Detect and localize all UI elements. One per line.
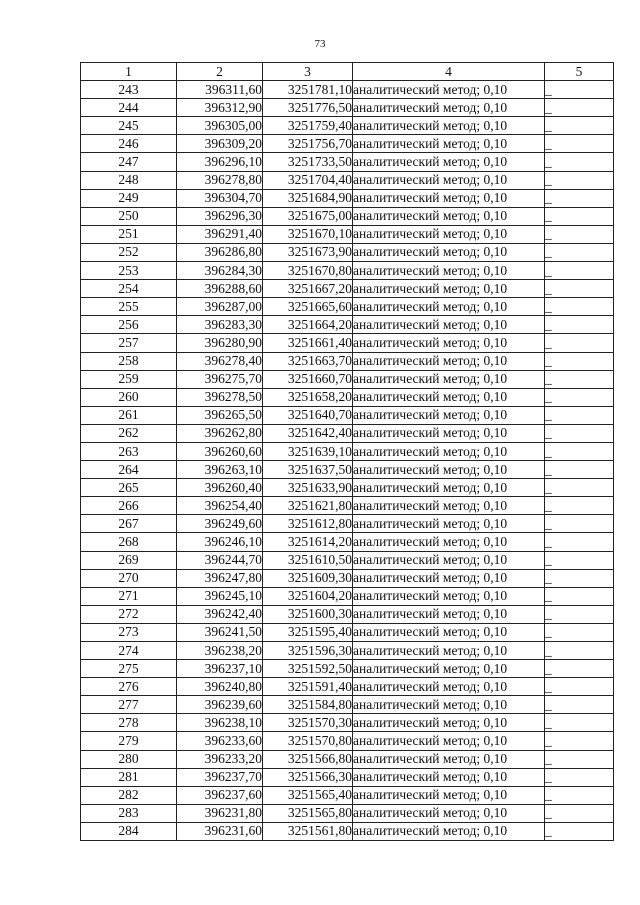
point-number-cell: 254 [81, 280, 177, 298]
description-cell: _ [545, 243, 614, 261]
point-number-cell: 246 [81, 135, 177, 153]
point-number-cell: 277 [81, 696, 177, 714]
y-coordinate-cell: 3251596,30 [263, 642, 353, 660]
y-coordinate-cell: 3251633,90 [263, 479, 353, 497]
method-cell: аналитический метод; 0,10 [353, 225, 545, 243]
table-header [81, 63, 614, 81]
method-cell: аналитический метод; 0,10 [353, 298, 545, 316]
point-number-cell: 259 [81, 370, 177, 388]
y-coordinate-cell: 3251592,50 [263, 660, 353, 678]
y-coordinate-cell: 3251600,30 [263, 605, 353, 623]
point-number-cell: 265 [81, 479, 177, 497]
description-cell: _ [545, 442, 614, 460]
point-number-cell: 258 [81, 352, 177, 370]
x-coordinate-cell: 396309,20 [177, 135, 263, 153]
method-cell: аналитический метод; 0,10 [353, 280, 545, 298]
point-number-cell: 261 [81, 406, 177, 424]
point-number-cell: 273 [81, 623, 177, 641]
description-cell: _ [545, 316, 614, 334]
x-coordinate-cell: 396263,10 [177, 461, 263, 479]
table-row [81, 406, 614, 424]
y-coordinate-cell: 3251642,40 [263, 424, 353, 442]
point-number-cell: 269 [81, 551, 177, 569]
point-number-cell: 252 [81, 243, 177, 261]
x-coordinate-cell: 396278,50 [177, 388, 263, 406]
y-coordinate-cell: 3251595,40 [263, 623, 353, 641]
description-cell: _ [545, 388, 614, 406]
point-number-cell: 247 [81, 153, 177, 171]
x-coordinate-cell: 396237,70 [177, 768, 263, 786]
description-cell: _ [545, 334, 614, 352]
point-number-cell: 243 [81, 81, 177, 99]
table-row [81, 352, 614, 370]
y-coordinate-cell: 3251733,50 [263, 153, 353, 171]
x-coordinate-cell: 396237,10 [177, 660, 263, 678]
method-cell: аналитический метод; 0,10 [353, 732, 545, 750]
table-row [81, 786, 614, 804]
x-coordinate-cell: 396304,70 [177, 189, 263, 207]
table-row [81, 732, 614, 750]
x-coordinate-cell: 396311,60 [177, 81, 263, 99]
table-row [81, 551, 614, 569]
method-cell: аналитический метод; 0,10 [353, 768, 545, 786]
method-cell: аналитический метод; 0,10 [353, 171, 545, 189]
description-cell: _ [545, 714, 614, 732]
method-cell: аналитический метод; 0,10 [353, 316, 545, 334]
y-coordinate-cell: 3251561,80 [263, 822, 353, 840]
point-number-cell: 257 [81, 334, 177, 352]
table-row [81, 424, 614, 442]
description-cell: _ [545, 207, 614, 225]
point-number-cell: 281 [81, 768, 177, 786]
description-cell: _ [545, 587, 614, 605]
table-row [81, 750, 614, 768]
y-coordinate-cell: 3251566,30 [263, 768, 353, 786]
point-number-cell: 268 [81, 533, 177, 551]
description-cell: _ [545, 642, 614, 660]
table-row [81, 696, 614, 714]
method-cell: аналитический метод; 0,10 [353, 189, 545, 207]
x-coordinate-cell: 396291,40 [177, 225, 263, 243]
y-coordinate-cell: 3251667,20 [263, 280, 353, 298]
x-coordinate-cell: 396260,40 [177, 479, 263, 497]
column-header-y: 3 [263, 63, 353, 81]
coordinates-table [80, 62, 614, 841]
description-cell: _ [545, 370, 614, 388]
y-coordinate-cell: 3251570,80 [263, 732, 353, 750]
y-coordinate-cell: 3251704,40 [263, 171, 353, 189]
x-coordinate-cell: 396287,00 [177, 298, 263, 316]
description-cell: _ [545, 822, 614, 840]
x-coordinate-cell: 396278,40 [177, 352, 263, 370]
y-coordinate-cell: 3251610,50 [263, 551, 353, 569]
table-row [81, 804, 614, 822]
column-header-method: 4 [353, 63, 545, 81]
table-row [81, 316, 614, 334]
method-cell: аналитический метод; 0,10 [353, 515, 545, 533]
y-coordinate-cell: 3251621,80 [263, 497, 353, 515]
point-number-cell: 271 [81, 587, 177, 605]
table-row [81, 768, 614, 786]
y-coordinate-cell: 3251639,10 [263, 442, 353, 460]
description-cell: _ [545, 99, 614, 117]
point-number-cell: 248 [81, 171, 177, 189]
method-cell: аналитический метод; 0,10 [353, 243, 545, 261]
x-coordinate-cell: 396238,20 [177, 642, 263, 660]
x-coordinate-cell: 396312,90 [177, 99, 263, 117]
table-row [81, 225, 614, 243]
x-coordinate-cell: 396231,60 [177, 822, 263, 840]
method-cell: аналитический метод; 0,10 [353, 81, 545, 99]
x-coordinate-cell: 396247,80 [177, 569, 263, 587]
x-coordinate-cell: 396244,70 [177, 551, 263, 569]
point-number-cell: 272 [81, 605, 177, 623]
point-number-cell: 278 [81, 714, 177, 732]
table-row [81, 569, 614, 587]
method-cell: аналитический метод; 0,10 [353, 587, 545, 605]
description-cell: _ [545, 298, 614, 316]
x-coordinate-cell: 396233,20 [177, 750, 263, 768]
description-cell: _ [545, 533, 614, 551]
x-coordinate-cell: 396288,60 [177, 280, 263, 298]
x-coordinate-cell: 396237,60 [177, 786, 263, 804]
method-cell: аналитический метод; 0,10 [353, 424, 545, 442]
y-coordinate-cell: 3251565,80 [263, 804, 353, 822]
point-number-cell: 244 [81, 99, 177, 117]
x-coordinate-cell: 396238,10 [177, 714, 263, 732]
y-coordinate-cell: 3251660,70 [263, 370, 353, 388]
x-coordinate-cell: 396286,80 [177, 243, 263, 261]
description-cell: _ [545, 605, 614, 623]
column-header-x: 2 [177, 63, 263, 81]
description-cell: _ [545, 768, 614, 786]
description-cell: _ [545, 732, 614, 750]
method-cell: аналитический метод; 0,10 [353, 533, 545, 551]
y-coordinate-cell: 3251591,40 [263, 678, 353, 696]
table-row [81, 370, 614, 388]
point-number-cell: 274 [81, 642, 177, 660]
y-coordinate-cell: 3251781,10 [263, 81, 353, 99]
method-cell: аналитический метод; 0,10 [353, 388, 545, 406]
method-cell: аналитический метод; 0,10 [353, 479, 545, 497]
x-coordinate-cell: 396254,40 [177, 497, 263, 515]
point-number-cell: 284 [81, 822, 177, 840]
x-coordinate-cell: 396278,80 [177, 171, 263, 189]
y-coordinate-cell: 3251637,50 [263, 461, 353, 479]
description-cell: _ [545, 660, 614, 678]
method-cell: аналитический метод; 0,10 [353, 406, 545, 424]
y-coordinate-cell: 3251670,10 [263, 225, 353, 243]
description-cell: _ [545, 750, 614, 768]
point-number-cell: 280 [81, 750, 177, 768]
method-cell: аналитический метод; 0,10 [353, 442, 545, 460]
table-row [81, 515, 614, 533]
table-row [81, 81, 614, 99]
table-row [81, 99, 614, 117]
y-coordinate-cell: 3251670,80 [263, 262, 353, 280]
method-cell: аналитический метод; 0,10 [353, 660, 545, 678]
x-coordinate-cell: 396275,70 [177, 370, 263, 388]
description-cell: _ [545, 804, 614, 822]
table-row [81, 280, 614, 298]
method-cell: аналитический метод; 0,10 [353, 678, 545, 696]
y-coordinate-cell: 3251584,80 [263, 696, 353, 714]
x-coordinate-cell: 396241,50 [177, 623, 263, 641]
y-coordinate-cell: 3251565,40 [263, 786, 353, 804]
y-coordinate-cell: 3251684,90 [263, 189, 353, 207]
method-cell: аналитический метод; 0,10 [353, 822, 545, 840]
x-coordinate-cell: 396296,30 [177, 207, 263, 225]
x-coordinate-cell: 396265,50 [177, 406, 263, 424]
x-coordinate-cell: 396283,30 [177, 316, 263, 334]
description-cell: _ [545, 153, 614, 171]
method-cell: аналитический метод; 0,10 [353, 714, 545, 732]
method-cell: аналитический метод; 0,10 [353, 352, 545, 370]
point-number-cell: 266 [81, 497, 177, 515]
point-number-cell: 279 [81, 732, 177, 750]
x-coordinate-cell: 396305,00 [177, 117, 263, 135]
point-number-cell: 256 [81, 316, 177, 334]
table-row [81, 171, 614, 189]
table-row [81, 243, 614, 261]
table-row [81, 117, 614, 135]
description-cell: _ [545, 497, 614, 515]
point-number-cell: 249 [81, 189, 177, 207]
point-number-cell: 255 [81, 298, 177, 316]
y-coordinate-cell: 3251663,70 [263, 352, 353, 370]
method-cell: аналитический метод; 0,10 [353, 117, 545, 135]
table-row [81, 642, 614, 660]
point-number-cell: 264 [81, 461, 177, 479]
description-cell: _ [545, 406, 614, 424]
point-number-cell: 276 [81, 678, 177, 696]
point-number-cell: 283 [81, 804, 177, 822]
point-number-cell: 282 [81, 786, 177, 804]
point-number-cell: 263 [81, 442, 177, 460]
header-row [81, 63, 614, 81]
table-row [81, 135, 614, 153]
description-cell: _ [545, 81, 614, 99]
page-number: 73 [314, 38, 326, 50]
table-row [81, 533, 614, 551]
x-coordinate-cell: 396284,30 [177, 262, 263, 280]
point-number-cell: 245 [81, 117, 177, 135]
method-cell: аналитический метод; 0,10 [353, 99, 545, 117]
description-cell: _ [545, 135, 614, 153]
y-coordinate-cell: 3251604,20 [263, 587, 353, 605]
y-coordinate-cell: 3251664,20 [263, 316, 353, 334]
table-row [81, 479, 614, 497]
table-row [81, 153, 614, 171]
description-cell: _ [545, 424, 614, 442]
table-row [81, 623, 614, 641]
table-row [81, 678, 614, 696]
description-cell: _ [545, 117, 614, 135]
description-cell: _ [545, 262, 614, 280]
y-coordinate-cell: 3251661,40 [263, 334, 353, 352]
x-coordinate-cell: 396245,10 [177, 587, 263, 605]
point-number-cell: 262 [81, 424, 177, 442]
y-coordinate-cell: 3251612,80 [263, 515, 353, 533]
description-cell: _ [545, 515, 614, 533]
description-cell: _ [545, 171, 614, 189]
table-row [81, 605, 614, 623]
description-cell: _ [545, 461, 614, 479]
y-coordinate-cell: 3251570,30 [263, 714, 353, 732]
point-number-cell: 270 [81, 569, 177, 587]
table-row [81, 822, 614, 840]
method-cell: аналитический метод; 0,10 [353, 135, 545, 153]
x-coordinate-cell: 396233,60 [177, 732, 263, 750]
x-coordinate-cell: 396239,60 [177, 696, 263, 714]
description-cell: _ [545, 352, 614, 370]
y-coordinate-cell: 3251566,80 [263, 750, 353, 768]
table-row [81, 262, 614, 280]
point-number-cell: 250 [81, 207, 177, 225]
description-cell: _ [545, 623, 614, 641]
table-row [81, 497, 614, 515]
description-cell: _ [545, 280, 614, 298]
y-coordinate-cell: 3251658,20 [263, 388, 353, 406]
method-cell: аналитический метод; 0,10 [353, 370, 545, 388]
method-cell: аналитический метод; 0,10 [353, 786, 545, 804]
method-cell: аналитический метод; 0,10 [353, 750, 545, 768]
method-cell: аналитический метод; 0,10 [353, 623, 545, 641]
point-number-cell: 253 [81, 262, 177, 280]
table-row [81, 587, 614, 605]
x-coordinate-cell: 396296,10 [177, 153, 263, 171]
x-coordinate-cell: 396260,60 [177, 442, 263, 460]
method-cell: аналитический метод; 0,10 [353, 497, 545, 515]
description-cell: _ [545, 696, 614, 714]
x-coordinate-cell: 396240,80 [177, 678, 263, 696]
description-cell: _ [545, 569, 614, 587]
x-coordinate-cell: 396249,60 [177, 515, 263, 533]
method-cell: аналитический метод; 0,10 [353, 461, 545, 479]
y-coordinate-cell: 3251609,30 [263, 569, 353, 587]
table-row [81, 388, 614, 406]
method-cell: аналитический метод; 0,10 [353, 804, 545, 822]
table-row [81, 298, 614, 316]
point-number-cell: 260 [81, 388, 177, 406]
description-cell: _ [545, 189, 614, 207]
method-cell: аналитический метод; 0,10 [353, 696, 545, 714]
y-coordinate-cell: 3251675,00 [263, 207, 353, 225]
table-row [81, 660, 614, 678]
description-cell: _ [545, 551, 614, 569]
method-cell: аналитический метод; 0,10 [353, 605, 545, 623]
description-cell: _ [545, 678, 614, 696]
table-row [81, 461, 614, 479]
table-row [81, 714, 614, 732]
x-coordinate-cell: 396246,10 [177, 533, 263, 551]
y-coordinate-cell: 3251776,50 [263, 99, 353, 117]
method-cell: аналитический метод; 0,10 [353, 153, 545, 171]
y-coordinate-cell: 3251756,70 [263, 135, 353, 153]
column-header-description: 5 [545, 63, 614, 81]
method-cell: аналитический метод; 0,10 [353, 551, 545, 569]
x-coordinate-cell: 396262,80 [177, 424, 263, 442]
y-coordinate-cell: 3251673,90 [263, 243, 353, 261]
y-coordinate-cell: 3251665,60 [263, 298, 353, 316]
method-cell: аналитический метод; 0,10 [353, 569, 545, 587]
table-row [81, 207, 614, 225]
column-header-point-number: 1 [81, 63, 177, 81]
description-cell: _ [545, 479, 614, 497]
method-cell: аналитический метод; 0,10 [353, 334, 545, 352]
method-cell: аналитический метод; 0,10 [353, 262, 545, 280]
description-cell: _ [545, 786, 614, 804]
description-cell: _ [545, 225, 614, 243]
x-coordinate-cell: 396231,80 [177, 804, 263, 822]
y-coordinate-cell: 3251640,70 [263, 406, 353, 424]
table-row [81, 334, 614, 352]
method-cell: аналитический метод; 0,10 [353, 642, 545, 660]
point-number-cell: 275 [81, 660, 177, 678]
y-coordinate-cell: 3251759,40 [263, 117, 353, 135]
table-row [81, 442, 614, 460]
table-row [81, 189, 614, 207]
point-number-cell: 251 [81, 225, 177, 243]
x-coordinate-cell: 396280,90 [177, 334, 263, 352]
y-coordinate-cell: 3251614,20 [263, 533, 353, 551]
x-coordinate-cell: 396242,40 [177, 605, 263, 623]
method-cell: аналитический метод; 0,10 [353, 207, 545, 225]
table-body [81, 81, 614, 841]
point-number-cell: 267 [81, 515, 177, 533]
